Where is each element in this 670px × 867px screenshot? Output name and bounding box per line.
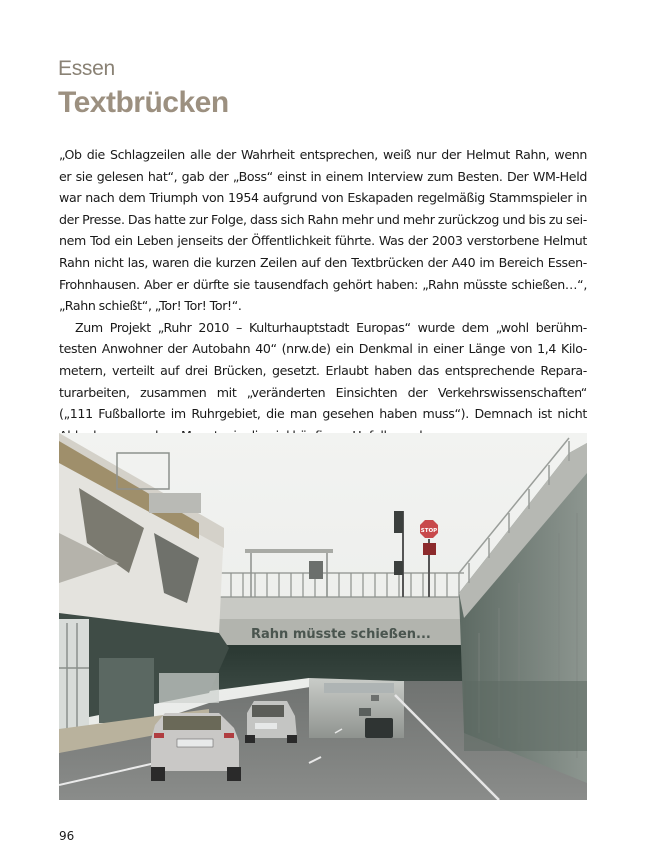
text-line: metern, verteilt auf drei Brücken, gesetzt. Erlaubt haben das entsprechende Repara- [59, 362, 587, 378]
car-silver-hatchback [151, 713, 241, 781]
bridge-inscription: Rahn müsste schießen... [251, 627, 431, 642]
text-line: Frohnhausen. Aber er dürfte sie tausendfach gehört haben: „Rahn müsste schießen…“, [59, 276, 587, 292]
text-line: Rahn nicht las, waren die kurzen Zeilen auf den Textbrücken der A40 im Bereich Essen- [59, 254, 587, 270]
text-line: nem Tod ein Leben jenseits der Öffentlichkeit führte. Was der 2003 verstorbene Helmut [59, 233, 587, 249]
text-line: Zum Projekt „Ruhr 2010 – Kulturhauptstadt Europas“ wurde dem „wohl berühm- [75, 319, 587, 335]
stop-sign: STOP [420, 528, 438, 534]
text-line: „Ob die Schlagzeilen alle der Wahrheit entsprechen, weiß nur der Helmut Rahn, wenn [59, 147, 587, 162]
page-number: 96 [59, 829, 75, 843]
motorway-photo [59, 433, 587, 800]
text-line: „Rahn schießt“, „Tor! Tor! Tor!“. [59, 298, 242, 314]
text-line: war nach dem Triumph von 1954 aufgrund von Eskapaden regelmäßig Stammspieler in [59, 190, 587, 206]
car-silver-van [245, 701, 297, 743]
paragraph-2 [59, 317, 587, 447]
page-title: Textbrücken [58, 86, 229, 119]
text-line: der Presse. Das hatte zur Folge, dass sich Rahn mehr und mehr zurückzog und bis zu sei- [59, 211, 587, 227]
paragraph-1 [59, 144, 587, 317]
text-line: („111 Fußballorte im Ruhrgebiet, die man gesehen haben muss“). Demnach ist nicht [59, 406, 587, 422]
section-kicker: Essen [58, 57, 115, 80]
text-line: testen Anwohner der Autobahn 40“ (nrw.de) ein Denkmal in einer Länge von 1,4 Kilo- [59, 341, 587, 357]
text-line: turarbeiten, zusammen mit „veränderten Einsichten der Verkehrswissenschaften“ [59, 384, 587, 400]
text-line: er sie gelesen hat“, gab der „Boss“ einst in einem Interview zum Besten. Der WM-Held [59, 168, 587, 184]
article-body [59, 144, 587, 446]
